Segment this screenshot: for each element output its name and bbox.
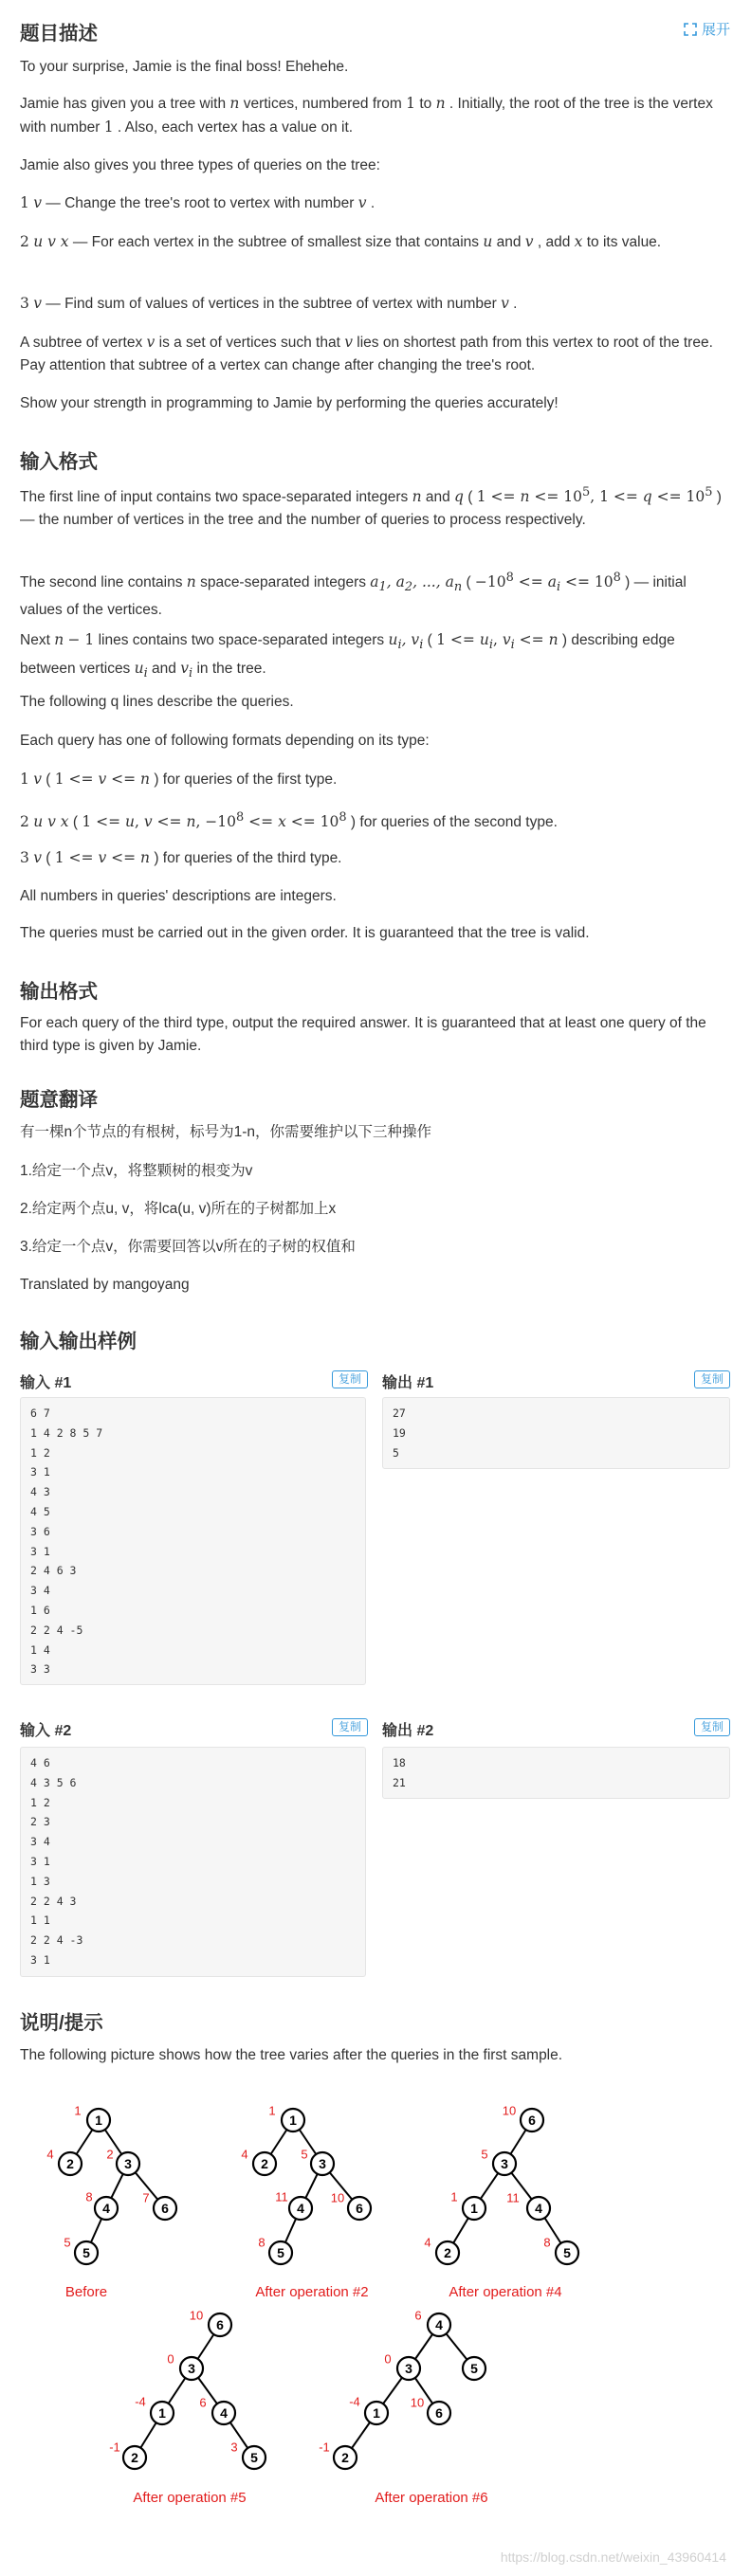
translation-l4: 3.给定一个点v，你需要回答以v所在的子树的权值和 bbox=[20, 1239, 356, 1255]
svg-text:5: 5 bbox=[250, 2450, 258, 2465]
svg-text:4: 4 bbox=[220, 2405, 228, 2421]
svg-text:10: 10 bbox=[189, 2308, 204, 2323]
svg-text:5: 5 bbox=[481, 2147, 488, 2162]
tree-after-op4 bbox=[424, 2104, 578, 2301]
svg-text:1: 1 bbox=[95, 2113, 102, 2128]
svg-text:5: 5 bbox=[64, 2235, 71, 2250]
node-1 bbox=[87, 2109, 110, 2132]
expand-icon bbox=[684, 23, 697, 36]
svg-text:6: 6 bbox=[216, 2317, 224, 2332]
sample-output-1-label: 输出 #1 bbox=[382, 1375, 434, 1391]
svg-text:3: 3 bbox=[319, 2156, 326, 2171]
node-6 bbox=[154, 2197, 176, 2220]
sample-input-1: 6 7 1 4 2 8 5 7 1 2 3 1 4 3 4 5 3 6 3 1 2 4 6 3 3 4 1 6 2 2 4 -5 1 4 3 3 bbox=[20, 1397, 366, 1685]
sample-input-1-label: 输入 #1 bbox=[20, 1375, 72, 1391]
tree-after-op2 bbox=[241, 2104, 371, 2301]
svg-text:2: 2 bbox=[341, 2450, 349, 2465]
sample-output-2-label: 输出 #2 bbox=[382, 1723, 434, 1739]
svg-text:6: 6 bbox=[356, 2201, 363, 2216]
svg-text:3: 3 bbox=[405, 2361, 412, 2376]
svg-text:6: 6 bbox=[528, 2113, 536, 2128]
translation-title: 题意翻译 bbox=[20, 1089, 98, 1111]
input-p1: The first line of input contains two space-separated integers n and q ( $1 <= n <= 10^5$, $1 <= q <= 10^5$ ) — the number of vertices in the tree and the number of queries to process respectively. bbox=[20, 485, 722, 529]
input-p4: The following q lines describe the queries. bbox=[20, 694, 294, 710]
svg-text:1: 1 bbox=[289, 2113, 297, 2128]
svg-text:1: 1 bbox=[450, 2189, 458, 2204]
node-5 bbox=[75, 2241, 98, 2264]
svg-text:4: 4 bbox=[102, 2201, 110, 2216]
svg-text:0: 0 bbox=[167, 2351, 174, 2367]
svg-text:3: 3 bbox=[230, 2440, 238, 2455]
input-p6: All numbers in queries' descriptions are integers. bbox=[20, 888, 337, 904]
svg-text:3: 3 bbox=[501, 2156, 508, 2171]
svg-text:1: 1 bbox=[268, 2103, 276, 2118]
hint-p1: The following picture shows how the tree varies after the queries in the first sample. bbox=[20, 2047, 563, 2063]
format-type-1: 1 v ( 1 <= v <= n ) for queries of the first type. bbox=[20, 771, 338, 788]
svg-text:4: 4 bbox=[424, 2235, 431, 2250]
svg-text:1: 1 bbox=[373, 2405, 380, 2421]
svg-text:4: 4 bbox=[297, 2201, 304, 2216]
svg-text:1: 1 bbox=[74, 2103, 82, 2118]
svg-text:11: 11 bbox=[275, 2189, 288, 2204]
samples-title: 输入输出样例 bbox=[20, 1331, 137, 1352]
format-type-2: 2 u v x ( 1 <= u, v <= n, $-10^8 <= x <= 10^8$ ) for queries of the second type. bbox=[20, 810, 558, 831]
svg-text:0: 0 bbox=[384, 2351, 392, 2367]
svg-text:5: 5 bbox=[82, 2245, 90, 2260]
translation-credit: Translated by mangoyang bbox=[20, 1277, 190, 1293]
svg-text:-4: -4 bbox=[135, 2394, 146, 2409]
svg-text:8: 8 bbox=[85, 2189, 93, 2204]
desc-p3: Jamie also gives you three types of queries on the tree: bbox=[20, 157, 380, 173]
input-p3: Next n − 1 lines contains two space-separated integers $u_i$, $v_i$ ( $1 <= u_i$, $v_i <= n$ ) describing edge between vertices $u_i$ and $v_i$ in the tree. bbox=[20, 631, 675, 681]
svg-text:11: 11 bbox=[506, 2190, 520, 2205]
figure-caption-before: Before bbox=[64, 2284, 108, 2300]
desc-p2: Jamie has given you a tree with n vertices, numbered from 1 to n . Initially, the root of the tree is the vertex with number 1 . Also, each vertex has a value on it. bbox=[20, 95, 713, 136]
tree-after-op6 bbox=[319, 2309, 487, 2507]
sample-output-2: 18 21 bbox=[382, 1747, 730, 1799]
figure-caption-op4: After operation #4 bbox=[449, 2284, 562, 2300]
desc-p4: A subtree of vertex v is a set of vertices such that v lies on shortest path from this vertex to root of the tree. Pay attention that subtree of a vertex can change after changing the tree's root. bbox=[20, 334, 713, 373]
svg-text:10: 10 bbox=[410, 2395, 425, 2410]
watermark: https://blog.csdn.net/weixin_43960414 bbox=[500, 2549, 726, 2565]
svg-text:6: 6 bbox=[414, 2308, 422, 2323]
figure-caption-op2: After operation #2 bbox=[255, 2284, 369, 2300]
svg-text:4: 4 bbox=[46, 2147, 54, 2162]
svg-text:2: 2 bbox=[106, 2147, 114, 2162]
copy-input-1-button[interactable]: 复制 bbox=[332, 1370, 368, 1388]
svg-text:2: 2 bbox=[66, 2156, 74, 2171]
svg-text:2: 2 bbox=[444, 2245, 451, 2260]
svg-text:10: 10 bbox=[502, 2103, 517, 2118]
query-type-2: 2 u v x — For each vertex in the subtree of smallest size that contains u and v , add x to its value. bbox=[20, 233, 662, 250]
sample-input-2-label: 输入 #2 bbox=[20, 1723, 72, 1739]
input-format-title: 输入格式 bbox=[20, 451, 98, 473]
copy-output-2-button[interactable]: 复制 bbox=[694, 1718, 730, 1736]
desc-p5: Show your strength in programming to Jamie by performing the queries accurately! bbox=[20, 395, 559, 411]
svg-text:6: 6 bbox=[161, 2201, 169, 2216]
svg-text:8: 8 bbox=[543, 2235, 551, 2250]
translation-l3: 2.给定两个点u, v，将lca(u, v)所在的子树都加上x bbox=[20, 1201, 337, 1217]
copy-input-2-button[interactable]: 复制 bbox=[332, 1718, 368, 1736]
output-format-title: 输出格式 bbox=[20, 981, 98, 1003]
tree-figures bbox=[0, 2085, 751, 2540]
node-4 bbox=[95, 2197, 118, 2220]
query-type-1: 1 v — Change the tree's root to vertex with number v . bbox=[20, 194, 376, 211]
sample-input-2: 4 6 4 3 5 6 1 2 2 3 3 4 3 1 1 3 2 2 4 3 1 1 2 2 4 -3 3 1 bbox=[20, 1747, 366, 1977]
svg-text:5: 5 bbox=[301, 2147, 308, 2162]
figure-caption-op5: After operation #5 bbox=[133, 2490, 247, 2506]
node-3 bbox=[117, 2152, 139, 2175]
tree-before bbox=[46, 2104, 176, 2301]
input-p7: The queries must be carried out in the given order. It is guaranteed that the tree is valid. bbox=[20, 925, 590, 941]
svg-text:7: 7 bbox=[142, 2190, 150, 2205]
svg-text:3: 3 bbox=[188, 2361, 195, 2376]
translation-l1: 有一棵n个节点的有根树，标号为1-n，你需要维护以下三种操作 bbox=[20, 1124, 432, 1140]
copy-output-1-button[interactable]: 复制 bbox=[694, 1370, 730, 1388]
tree-after-op5 bbox=[109, 2309, 266, 2507]
svg-text:4: 4 bbox=[535, 2201, 542, 2216]
svg-text:6: 6 bbox=[199, 2395, 207, 2410]
svg-text:3: 3 bbox=[124, 2156, 132, 2171]
svg-text:6: 6 bbox=[435, 2405, 443, 2421]
node-2 bbox=[59, 2152, 82, 2175]
translation-l2: 1.给定一个点v，将整颗树的根变为v bbox=[20, 1163, 253, 1179]
svg-text:5: 5 bbox=[277, 2245, 284, 2260]
svg-text:10: 10 bbox=[330, 2190, 345, 2205]
hint-title: 说明/提示 bbox=[20, 2012, 103, 2034]
svg-text:-1: -1 bbox=[109, 2440, 120, 2455]
output-p1: For each query of the third type, output the required answer. It is guaranteed that at least one query of the third type is given by Jamie. bbox=[20, 1015, 706, 1054]
svg-text:4: 4 bbox=[241, 2147, 248, 2162]
svg-text:5: 5 bbox=[563, 2245, 571, 2260]
format-type-3: 3 v ( 1 <= v <= n ) for queries of the third type. bbox=[20, 849, 342, 866]
input-p2: The second line contains n space-separated integers $a_1$, $a_2$, ..., $a_n$ ( $-10^8 <= a_i <= 10^8$ ) — initial values of the vertices. bbox=[20, 571, 687, 619]
query-type-3: 3 v — Find sum of values of vertices in the subtree of vertex with number v . bbox=[20, 295, 518, 312]
svg-text:-1: -1 bbox=[319, 2440, 330, 2455]
svg-text:4: 4 bbox=[435, 2317, 443, 2332]
desc-p1: To your surprise, Jamie is the final boss! Ehehehe. bbox=[20, 59, 349, 75]
svg-text:2: 2 bbox=[261, 2156, 268, 2171]
input-p5: Each query has one of following formats depending on its type: bbox=[20, 733, 430, 749]
description-title: 题目描述 bbox=[20, 23, 98, 45]
sample-output-1: 27 19 5 bbox=[382, 1397, 730, 1469]
expand-button[interactable] bbox=[684, 19, 730, 39]
svg-text:5: 5 bbox=[470, 2361, 478, 2376]
svg-text:1: 1 bbox=[158, 2405, 166, 2421]
expand-label: 展开 bbox=[701, 22, 730, 38]
svg-text:8: 8 bbox=[258, 2235, 266, 2250]
figure-caption-op6: After operation #6 bbox=[375, 2490, 488, 2506]
svg-text:1: 1 bbox=[470, 2201, 478, 2216]
svg-text:2: 2 bbox=[131, 2450, 138, 2465]
svg-text:-4: -4 bbox=[349, 2394, 360, 2409]
